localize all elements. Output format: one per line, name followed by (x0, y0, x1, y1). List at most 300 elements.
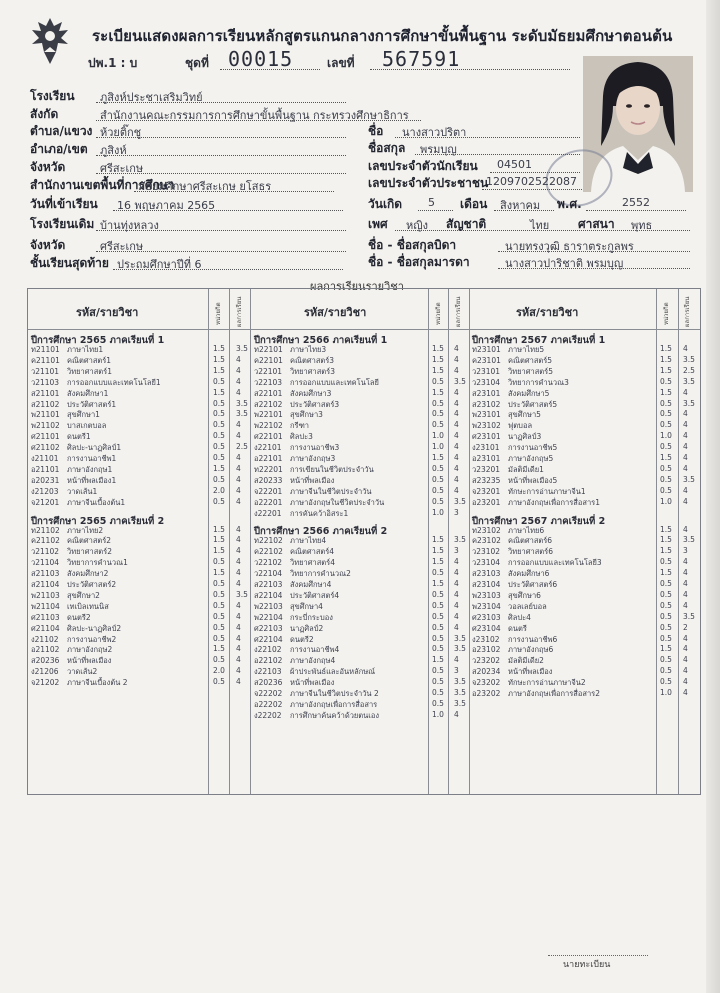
grade-value: 4 (683, 409, 688, 419)
subject-name: ประวัติศาสตร์2 (67, 580, 117, 589)
credit-value: 1.5 (213, 463, 225, 473)
table-row (254, 699, 468, 710)
set-label: ชุดที่ (185, 56, 209, 70)
grade-value: 4 (236, 677, 241, 687)
info-value-3: ภูสิงห์ (100, 144, 127, 157)
grade-value: 4 (236, 463, 241, 473)
grade-value: 4 (454, 354, 459, 364)
subject-name: กรีฑา (290, 421, 310, 431)
subject-code: ว22101 (254, 366, 283, 376)
student-id-label: เลขประจำตัวนักเรียน (368, 159, 478, 173)
grade-value: 4 (683, 688, 688, 697)
table-row (254, 420, 468, 431)
credit-value: 1.5 (660, 546, 672, 556)
credit-value: 0.5 (213, 496, 225, 506)
subject-code: ค22101 (254, 355, 283, 365)
student-surname: พรมบุญ (420, 143, 457, 156)
table-row (31, 535, 250, 546)
student-id: 04501 (497, 158, 532, 171)
grade-value: 4 (683, 568, 688, 578)
subject-code: ว21103 (31, 377, 60, 387)
table-row (472, 355, 697, 366)
subject-code: ง23102 (472, 634, 500, 644)
subject-code: ง21203 (31, 486, 59, 496)
table-row (472, 590, 697, 601)
student-name: นางสาวปริตา (402, 126, 467, 139)
table-row (472, 535, 697, 546)
credit-value: 1.5 (213, 546, 225, 556)
credit-value: 1.5 (213, 365, 225, 375)
table-row (472, 486, 697, 497)
subject-name: การงานอาชีพ1 (67, 454, 117, 463)
subject-code: ส21101 (31, 388, 60, 398)
info-label-0: โรงเรียน (30, 89, 75, 103)
table-row (472, 388, 697, 399)
credit-value: 1.0 (432, 442, 444, 452)
grade-value: 4 (683, 655, 688, 665)
info-label-2: ตำบล/แขวง (30, 124, 93, 138)
subject-code: อ22202 (254, 699, 283, 709)
grade-value: 4 (454, 557, 459, 567)
grade-value: 4 (683, 579, 688, 588)
subject-name: เทเบิลเทนนิส (67, 601, 109, 611)
subject-code: ส23103 (472, 569, 501, 579)
table-row (31, 568, 250, 579)
subject-code: ส22102 (254, 399, 283, 409)
credit-value: 0.5 (213, 655, 225, 665)
subject-name: นาฏศิลป์3 (508, 432, 542, 442)
table-row (472, 377, 697, 388)
subject-name: ภาษาอังกฤษในชีวิตประจำวัน (290, 497, 385, 507)
credit-value: 1.5 (660, 524, 672, 534)
registrar-label: นายทะเบียน (563, 960, 611, 970)
subject-name: วิทยาการคำนวณ1 (67, 558, 128, 568)
credit-value: 0.5 (660, 633, 672, 643)
table-row (472, 366, 697, 377)
grade-value: 4 (236, 644, 241, 654)
nationality-label: สัญชาติ (446, 217, 487, 231)
subject-name: สังคมศึกษา4 (290, 580, 332, 589)
grade-value: 3.5 (683, 354, 695, 364)
subject-name: ภาษาอังกฤษเพื่อการสื่อสาร (290, 699, 378, 709)
subject-code: อ22102 (254, 656, 283, 666)
grade-value: 4 (683, 633, 688, 643)
credit-value: 0.5 (213, 442, 225, 452)
table-row (31, 464, 250, 475)
subject-name: นาฏศิลป์2 (290, 623, 324, 633)
subject-name: ประวัติศาสตร์4 (290, 590, 340, 600)
subject-code: อ23201 (472, 497, 501, 507)
info-label-8: จังหวัด (30, 238, 66, 252)
subject-name: คณิตศาสตร์6 (508, 536, 553, 546)
subject-name: ดนตรี (508, 623, 527, 633)
subject-name: สุขศึกษา4 (290, 601, 323, 611)
credit-value: 0.5 (660, 611, 672, 621)
subject-code: พ23104 (472, 601, 501, 611)
credit-value: 0.5 (213, 409, 225, 419)
subject-code: พ21104 (31, 601, 60, 611)
grade-value: 4 (236, 611, 241, 621)
subject-name: ฟุตบอล (508, 421, 533, 431)
col3-grade-header: ผลการเรียน (684, 296, 691, 327)
birth-day: 5 (428, 196, 435, 209)
subject-code: ท22102 (254, 536, 283, 546)
subject-code: จ21201 (31, 497, 60, 507)
credit-value: 1.5 (432, 579, 444, 588)
col1-subject-header: รหัส/รายวิชา (76, 306, 139, 319)
table-row (472, 612, 697, 623)
subject-name: การออกแบบและเทคโนโลยี3 (508, 558, 602, 568)
table-row (31, 366, 250, 377)
table-row (254, 388, 468, 399)
table-row (31, 677, 250, 688)
credit-value: 1.5 (432, 535, 444, 545)
subject-code: ว23104 (472, 377, 501, 387)
signature-line (548, 955, 648, 956)
subject-code: ส20233 (254, 475, 283, 485)
table-row (31, 623, 250, 634)
subject-name: ภาษาอังกฤษ1 (67, 464, 113, 474)
mother-label: ชื่อ - ชื่อสกุลมารดา (368, 255, 470, 269)
grade-value: 4 (683, 431, 688, 441)
subject-name: วิทยาการคำนวณ2 (290, 569, 351, 579)
credit-value: 1.0 (660, 431, 672, 441)
semester-heading: ปีการศึกษา 2566 ภาคเรียนที่ 1 (254, 335, 388, 346)
table-row (31, 590, 250, 601)
subject-name: หน้าที่พลเมือง (508, 667, 553, 677)
subject-name: วิทยาศาสตร์2 (67, 547, 112, 557)
grade-value: 2 (683, 622, 688, 632)
subject-code: ง23101 (472, 443, 500, 453)
table-row (472, 431, 697, 442)
subject-code: ส21103 (31, 569, 60, 579)
document-title: ระเบียนแสดงผลการเรียนหลักสูตรแกนกลางการศึกษาขั้นพื้นฐาน ระดับมัธยมศึกษาตอนต้น (92, 27, 673, 45)
sex-label: เพศ (368, 217, 388, 231)
subject-name: ประวัติศาสตร์1 (67, 399, 117, 409)
credit-value: 1.5 (432, 344, 444, 353)
credit-value: 1.0 (432, 431, 444, 441)
number-label: เลขที่ (327, 56, 355, 70)
info-value-8: ศรีสะเกษ (100, 240, 144, 253)
grade-value: 3 (454, 546, 459, 556)
table-row (254, 486, 468, 497)
subject-code: ส20236 (254, 678, 283, 688)
table-row (472, 634, 697, 645)
credit-value: 0.5 (660, 622, 672, 632)
subject-name: สังคมศึกษา2 (67, 569, 109, 579)
grade-value: 4 (683, 496, 688, 506)
credit-value: 0.5 (213, 453, 225, 462)
grade-value: 4 (454, 474, 459, 484)
table-row (472, 655, 697, 666)
semester-heading: ปีการศึกษา 2565 ภาคเรียนที่ 1 (31, 335, 165, 346)
subject-name: ศิลปะ-นาฏศิลป์2 (67, 623, 122, 633)
subject-name: วิทยาศาสตร์4 (290, 558, 335, 568)
grade-value: 3.5 (454, 698, 466, 708)
table-row (31, 442, 250, 453)
table-row (254, 579, 468, 590)
grade-value: 3.5 (236, 398, 248, 408)
subject-code: อ22101 (254, 454, 283, 463)
table-row (31, 388, 250, 399)
table-row (254, 442, 468, 453)
table-row (254, 590, 468, 601)
info-value-4: ศรีสะเกษ (100, 162, 144, 175)
subject-code: ศ21103 (31, 612, 60, 622)
credit-value: 0.5 (432, 409, 444, 419)
table-row (254, 399, 468, 410)
grade-value: 4 (236, 496, 241, 506)
subject-code: ส23235 (472, 475, 501, 485)
table-row (31, 546, 250, 557)
grade-value: 3 (454, 666, 459, 676)
subject-name: ประวัติศาสตร์3 (290, 399, 340, 409)
subject-name: ดนตรี2 (67, 612, 91, 622)
grade-value: 4 (454, 655, 459, 665)
subject-code: จ22201 (254, 486, 283, 496)
subject-code: ง22103 (254, 667, 282, 677)
subject-code: ส22103 (254, 580, 283, 589)
subject-code: อ20231 (31, 475, 60, 485)
garuda-emblem-icon (28, 14, 72, 66)
grade-value: 4 (454, 622, 459, 632)
table-row (31, 634, 250, 645)
info-label-4: จังหวัด (30, 160, 66, 174)
credit-value: 0.5 (660, 589, 672, 599)
table-row (472, 677, 697, 688)
grade-value: 4 (236, 655, 241, 665)
birth-month-label: เดือน (460, 197, 488, 211)
subject-code: ส23102 (472, 399, 501, 409)
credit-value: 0.5 (213, 611, 225, 621)
credit-value: 1.5 (213, 568, 225, 578)
grade-value: 4 (683, 463, 688, 473)
credit-value: 1.5 (432, 387, 444, 397)
table-row (31, 579, 250, 590)
credit-value: 0.5 (432, 698, 444, 708)
subject-code: พ23102 (472, 421, 501, 431)
credit-value: 0.5 (432, 600, 444, 610)
credit-value: 1.5 (432, 354, 444, 364)
grade-value: 3.5 (454, 677, 466, 687)
subject-code: ท22101 (254, 345, 283, 354)
credit-value: 1.5 (660, 644, 672, 654)
subject-code: ท23102 (472, 525, 501, 535)
credit-value: 0.5 (660, 655, 672, 665)
grade-value: 4 (236, 524, 241, 534)
subject-name: การงานอาชีพ5 (508, 443, 558, 453)
credit-value: 0.5 (213, 398, 225, 408)
credit-value: 0.5 (660, 442, 672, 452)
grade-value: 4 (454, 409, 459, 419)
grade-value: 3.5 (683, 376, 695, 386)
subject-code: ง22102 (254, 645, 282, 655)
subject-name: ภาษาไทย4 (290, 536, 327, 546)
subject-name: สุขศึกษา1 (67, 410, 100, 420)
grade-value: 2.5 (683, 365, 695, 375)
grade-value: 4 (236, 535, 241, 545)
table-row (472, 644, 697, 655)
subject-name: ภาษาอังกฤษ4 (290, 656, 336, 666)
credit-value: 0.5 (213, 376, 225, 386)
credit-value: 0.5 (213, 622, 225, 632)
subject-name: คณิตศาสตร์2 (67, 536, 112, 546)
subject-code: จ21202 (31, 678, 60, 688)
credit-value: 0.5 (432, 376, 444, 386)
subject-name: คณิตศาสตร์1 (67, 355, 112, 365)
subject-name: วาดเส้น1 (67, 486, 98, 496)
table-row (254, 453, 468, 464)
subject-name: ภาษาอังกฤษ6 (508, 645, 554, 655)
subject-name: วิทยาการคำนวณ3 (508, 377, 569, 387)
credit-value: 0.5 (660, 485, 672, 495)
paper-edge (706, 0, 720, 993)
subject-name: กระบี่กระบอง (290, 612, 333, 622)
subject-code: ส22101 (254, 388, 283, 398)
subject-name: สุขศึกษา3 (290, 410, 323, 420)
credit-value: 1.5 (213, 535, 225, 545)
subject-name: คณิตศาสตร์3 (290, 355, 335, 365)
subject-name: ดนตรี1 (67, 432, 91, 442)
subject-code: อ23202 (472, 689, 501, 698)
subject-name: ประวัติศาสตร์5 (508, 399, 558, 409)
grade-value: 4 (683, 600, 688, 610)
credit-value: 0.5 (213, 600, 225, 610)
religion: พุทธ (631, 219, 653, 232)
grade-value: 3.5 (683, 398, 695, 408)
citizen-id: 1209702522087 (486, 175, 577, 188)
table-row (254, 535, 468, 546)
grade-value: 4 (683, 666, 688, 676)
subject-code: ส23101 (472, 388, 501, 398)
table-row (31, 612, 250, 623)
grade-value: 3 (454, 507, 459, 517)
table-row (472, 546, 697, 557)
table-row (31, 486, 250, 497)
table-row (472, 568, 697, 579)
credit-value: 0.5 (660, 398, 672, 408)
table-row (254, 508, 468, 519)
grade-value: 4 (236, 453, 241, 462)
subject-name: บาสเกตบอล (67, 421, 107, 431)
credit-value: 1.0 (660, 496, 672, 506)
subject-code: อ21101 (31, 464, 60, 474)
father-label: ชื่อ - ชื่อสกุลบิดา (368, 238, 457, 252)
table-row (472, 557, 697, 568)
grade-value: 4 (683, 420, 688, 430)
col2-grade-header: ผลการเรียน (455, 296, 462, 327)
credit-value: 0.5 (432, 589, 444, 599)
subject-code: จ23202 (472, 678, 501, 688)
grade-value: 4 (683, 644, 688, 654)
subject-name: สุขศึกษา5 (508, 410, 541, 420)
grade-value: 3.5 (454, 496, 466, 506)
grade-value: 4 (454, 611, 459, 621)
subject-name: การงานอาชีพ6 (508, 634, 558, 644)
subject-code: ท21102 (31, 525, 60, 535)
subject-name: การออกแบบและเทคโนโลยี1 (67, 377, 161, 387)
table-row (472, 601, 697, 612)
credit-value: 0.5 (432, 644, 444, 654)
grade-value: 4 (454, 442, 459, 452)
table-row (31, 355, 250, 366)
info-label-1: สังกัด (30, 107, 59, 121)
col3-credit-header: หน่วยกิต (663, 302, 670, 325)
grade-value: 4 (236, 365, 241, 375)
subject-name: ภาษาอังกฤษเพื่อการสื่อสาร1 (508, 497, 600, 507)
table-row (31, 344, 250, 355)
grade-value: 4 (454, 365, 459, 375)
table-row (31, 475, 250, 486)
father-name: นายทรงวุฒิ ธาราตระกูลพร (505, 240, 634, 253)
credit-value: 0.5 (432, 633, 444, 643)
subject-name: ภาษาไทย6 (508, 525, 545, 535)
credit-value: 0.5 (432, 677, 444, 687)
table-row (254, 546, 468, 557)
subject-name: การงานอาชีพ4 (290, 645, 340, 655)
credit-value: 0.5 (660, 474, 672, 484)
table-row (254, 677, 468, 688)
col2-credit-header: หน่วยกิต (435, 302, 442, 325)
subject-name: ภาษาจีนเบื้องต้น1 (67, 497, 126, 507)
birth-year: 2552 (622, 196, 650, 209)
grade-value: 4 (683, 453, 688, 462)
table-row (472, 442, 697, 453)
subject-name: ภาษาจีนในชีวิตประจำวัน (290, 486, 372, 496)
subject-name: ประวัติศาสตร์6 (508, 580, 558, 589)
subject-name: การงานอาชีพ2 (67, 634, 117, 644)
credit-value: 1.5 (432, 546, 444, 556)
subject-name: สังคมศึกษา6 (508, 569, 550, 579)
credit-value: 0.5 (213, 579, 225, 588)
subject-name: วิทยาศาสตร์5 (508, 366, 553, 376)
subject-name: ภาษาไทย2 (67, 525, 104, 535)
subject-name: การคันคว้าอิสระ1 (290, 508, 349, 518)
grade-value: 4 (683, 524, 688, 534)
pp-form-label: ปพ.1 : บ (88, 56, 138, 70)
grade-value: 4 (236, 600, 241, 610)
grade-value: 3.5 (454, 535, 466, 545)
subject-code: จ22202 (254, 689, 283, 698)
subject-name: ศิลปะ3 (290, 432, 313, 442)
subject-name: การงานอาชีพ3 (290, 443, 340, 453)
grade-value: 4 (236, 633, 241, 643)
grade-value: 4 (236, 485, 241, 495)
grade-value: 3.5 (454, 376, 466, 386)
credit-value: 1.5 (660, 568, 672, 578)
subject-name: สังคมศึกษา5 (508, 388, 550, 398)
table-row (254, 634, 468, 645)
subject-name: ภาษาไทย3 (290, 345, 327, 354)
subject-code: ท21101 (31, 345, 60, 354)
subject-code: ศ21101 (31, 432, 60, 442)
grade-value: 4 (236, 622, 241, 632)
table-row (31, 497, 250, 508)
set-number: 00015 (228, 47, 294, 71)
subject-name: วอลเลย์บอล (508, 601, 547, 611)
info-value-7: บ้านทุ่งหลวง (100, 219, 159, 232)
table-row (254, 366, 468, 377)
table-row (254, 688, 468, 699)
grade-value: 3.5 (236, 344, 248, 353)
document-number: 567591 (382, 47, 461, 71)
table-row (472, 420, 697, 431)
grade-value: 4 (236, 666, 241, 676)
credit-value: 1.5 (213, 354, 225, 364)
subject-name: ดนตรี2 (290, 634, 314, 644)
grade-value: 4 (454, 387, 459, 397)
table-row (254, 710, 468, 721)
